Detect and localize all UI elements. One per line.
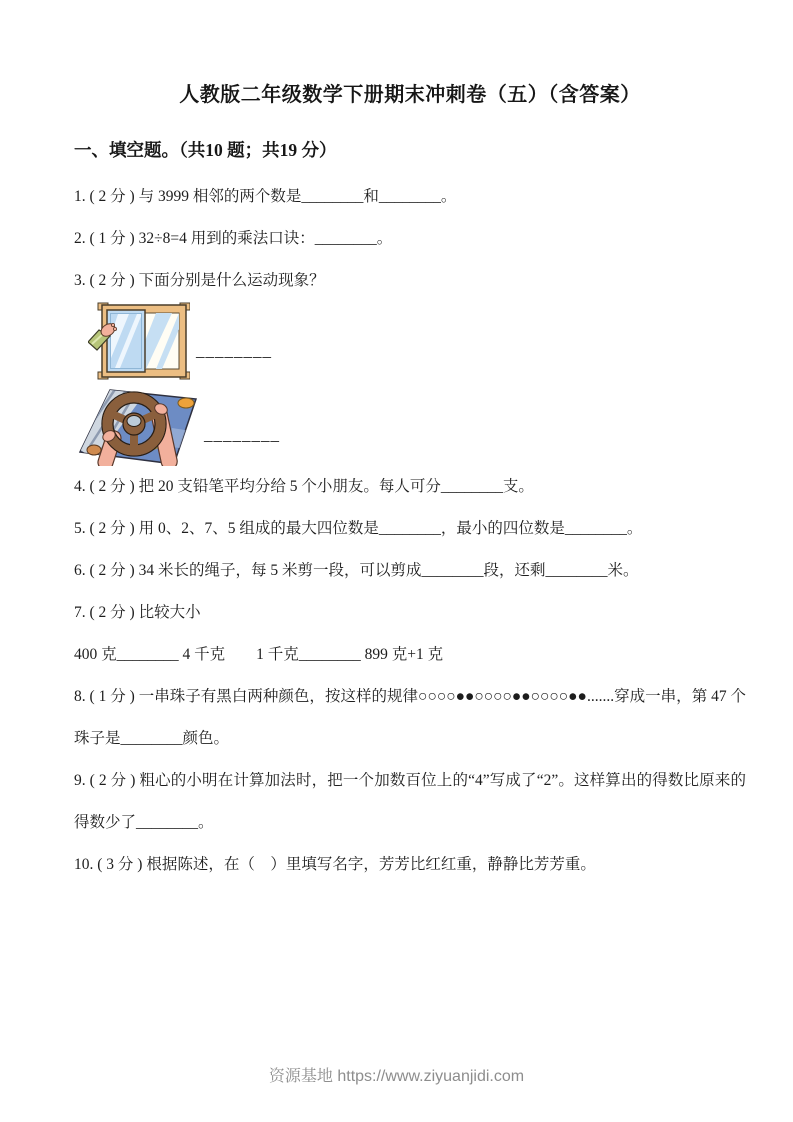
question-7-comparison-line: 400 克________ 4 千克 1 千克________ 899 克+1 克 <box>74 646 444 663</box>
question-9: 9. ( 2 分 ) 粗心的小明在计算加法时，把一个加数百位上的“4”写成了“2”。这样算出的得数比原来的得数少了________。 <box>74 772 746 831</box>
footer-watermark <box>0 1066 793 1088</box>
question-6: 6. ( 2 分 ) 34 米长的绳子，每 5 米剪一段，可以剪成________段，还剩________米。 <box>74 562 639 579</box>
question-5: 5. ( 2 分 ) 用 0、2、7、5 组成的最大四位数是________，最小的四位数是________。 <box>74 520 643 537</box>
figure-row-window <box>74 302 746 388</box>
document-title: 人教版二年级数学下册期末冲刺卷（五）（含答案） <box>179 84 641 106</box>
steering-wheel-image <box>74 388 198 466</box>
question-7: 7. ( 2 分 ) 比较大小 <box>74 604 201 621</box>
answer-blank-line: ________ <box>204 425 280 444</box>
orange-object <box>178 398 194 408</box>
section-heading: 一、填空题。（共10 题；共19 分） <box>74 140 337 160</box>
figure-row-steering-wheel <box>74 388 746 466</box>
footer-site-text: 资源基地 https://www.ziyuanjidi.com <box>268 1068 525 1085</box>
question-10: 10. ( 3 分 ) 根据陈述，在（ ）里填写名字，芳芳比红红重，静静比芳芳重。 <box>74 856 596 873</box>
document-content <box>74 0 746 886</box>
answer-blank-line: ________ <box>196 341 272 360</box>
sliding-window-image <box>88 302 190 380</box>
brown-object <box>87 445 101 455</box>
question-8: 8. ( 1 分 ) 一串珠子有黑白两种颜色，按这样的规律○○○○●●○○○○●●○○○○●●.......穿成一串，第 47 个珠子是________颜色。 <box>74 688 746 747</box>
question-list <box>74 176 746 886</box>
question-2: 2. ( 1 分 ) 32÷8=4 用到的乘法口诀：________。 <box>74 230 393 247</box>
question-3: 3. ( 2 分 ) 下面分别是什么运动现象？ <box>74 272 325 289</box>
hub-cap <box>127 416 141 427</box>
question-4: 4. ( 2 分 ) 把 20 支铅笔平均分给 5 个小朋友。每人可分________支。 <box>74 478 534 495</box>
question-1: 1. ( 2 分 ) 与 3999 相邻的两个数是________和________。 <box>74 188 457 205</box>
